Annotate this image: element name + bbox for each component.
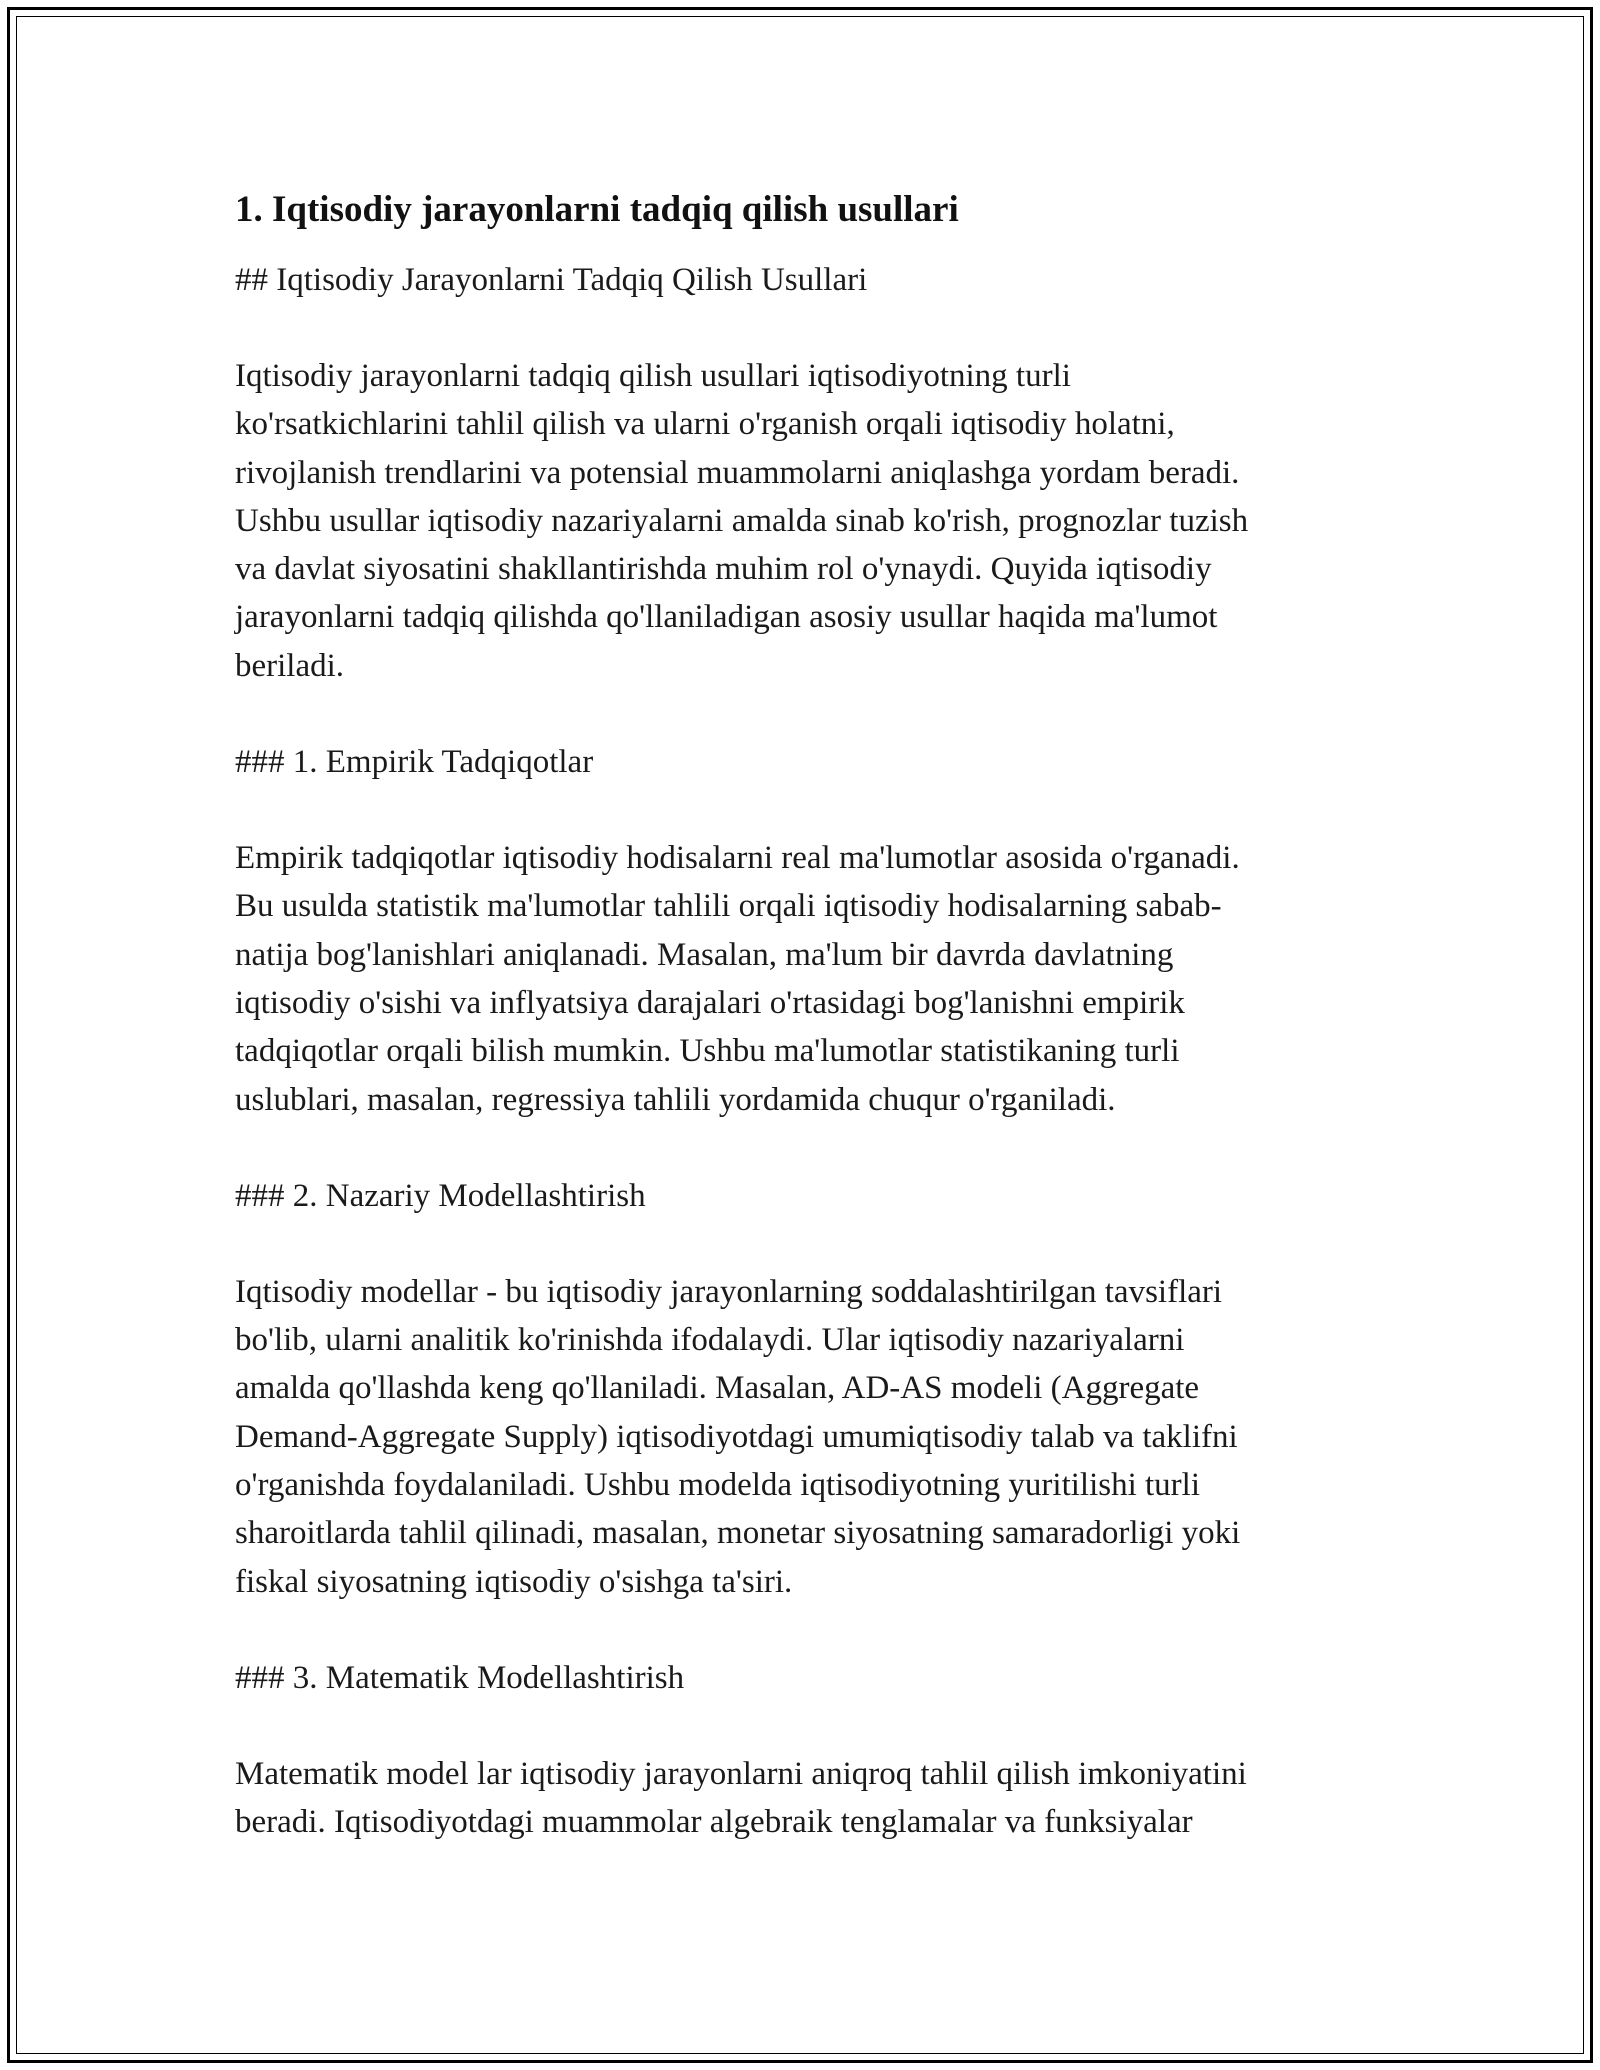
text-line: uslublari, masalan, regressiya tahlili yordamida chuqur o'rganiladi.	[235, 1081, 1116, 1118]
text-line: Empirik tadqiqotlar iqtisodiy hodisalarni real ma'lumotlar asosida o'rganadi.	[235, 840, 1240, 877]
text-line: Matematik model lar iqtisodiy jarayonlarni aniqroq tahlil qilish imkoniyatini	[235, 1755, 1247, 1792]
text-line: iqtisodiy o'sishi va inflyatsiya darajalari o'rtasidagi bog'lanishni empirik	[235, 984, 1185, 1021]
text-line: Iqtisodiy modellar - bu iqtisodiy jarayonlarning soddalashtirilgan tavsiflari	[235, 1273, 1223, 1310]
text-line: va davlat siyosatini shakllantirishda muhim rol o'ynaydi. Quyida iqtisodiy	[235, 551, 1212, 588]
text-line: jarayonlarni tadqiq qilishda qo'llaniladigan asosiy usullar haqida ma'lumot	[235, 599, 1218, 636]
document-body	[235, 186, 1375, 1847]
document-title: 1. Iqtisodiy jarayonlarni tadqiq qilish usullari	[235, 189, 959, 230]
text-line: natija bog'lanishlari aniqlanadi. Masalan, ma'lum bir davrda davlatning	[235, 936, 1174, 973]
text-line: beradi. Iqtisodiyotdagi muammolar algebraik tenglamalar va funksiyalar	[235, 1804, 1193, 1841]
section-paragraph-empirical	[235, 834, 1375, 1124]
text-line: fiskal siyosatning iqtisodiy o'sishga ta'siri.	[235, 1563, 793, 1600]
text-line: sharoitlarda tahlil qilinadi, masalan, monetar siyosatning samaradorligi yoki	[235, 1515, 1241, 1552]
section-paragraph-theoretical	[235, 1268, 1375, 1606]
text-line: amalda qo'llashda keng qo'llaniladi. Masalan, AD-AS modeli (Aggregate	[235, 1370, 1200, 1407]
text-line: beriladi.	[235, 647, 345, 684]
section-heading-theoretical: ### 2. Nazariy Modellashtirish	[235, 1177, 646, 1214]
text-line: rivojlanish trendlarini va potensial muammolarni aniqlashga yordam beradi.	[235, 454, 1240, 491]
section-heading-mathematical: ### 3. Matematik Modellashtirish	[235, 1659, 685, 1696]
text-line: bo'lib, ularni analitik ko'rinishda ifodalaydi. Ular iqtisodiy nazariyalarni	[235, 1322, 1185, 1359]
section-heading-empirical: ### 1. Empirik Tadqiqotlar	[235, 744, 594, 781]
text-line: Iqtisodiy jarayonlarni tadqiq qilish usullari iqtisodiyotning turli	[235, 358, 1071, 394]
intro-paragraph	[235, 352, 1375, 690]
text-line: Ushbu usullar iqtisodiy nazariyalarni amalda sinab ko'rish, prognozlar tuzish	[235, 502, 1249, 539]
document-subheading: ## Iqtisodiy Jarayonlarni Tadqiq Qilish Usullari	[235, 262, 868, 298]
text-line: ko'rsatkichlarini tahlil qilish va ularni o'rganish orqali iqtisodiy holatni,	[235, 406, 1175, 443]
text-line: Demand-Aggregate Supply) iqtisodiyotdagi umumiqtisodiy talab va taklifni	[235, 1418, 1238, 1455]
text-line: tadqiqotlar orqali bilish mumkin. Ushbu ma'lumotlar statistikaning turli	[235, 1033, 1180, 1070]
text-line: o'rganishda foydalaniladi. Ushbu modelda iqtisodiyotning yuritilishi turli	[235, 1467, 1200, 1504]
section-paragraph-mathematical	[235, 1750, 1375, 1847]
text-line: Bu usulda statistik ma'lumotlar tahlili orqali iqtisodiy hodisalarning sabab-	[235, 888, 1222, 925]
